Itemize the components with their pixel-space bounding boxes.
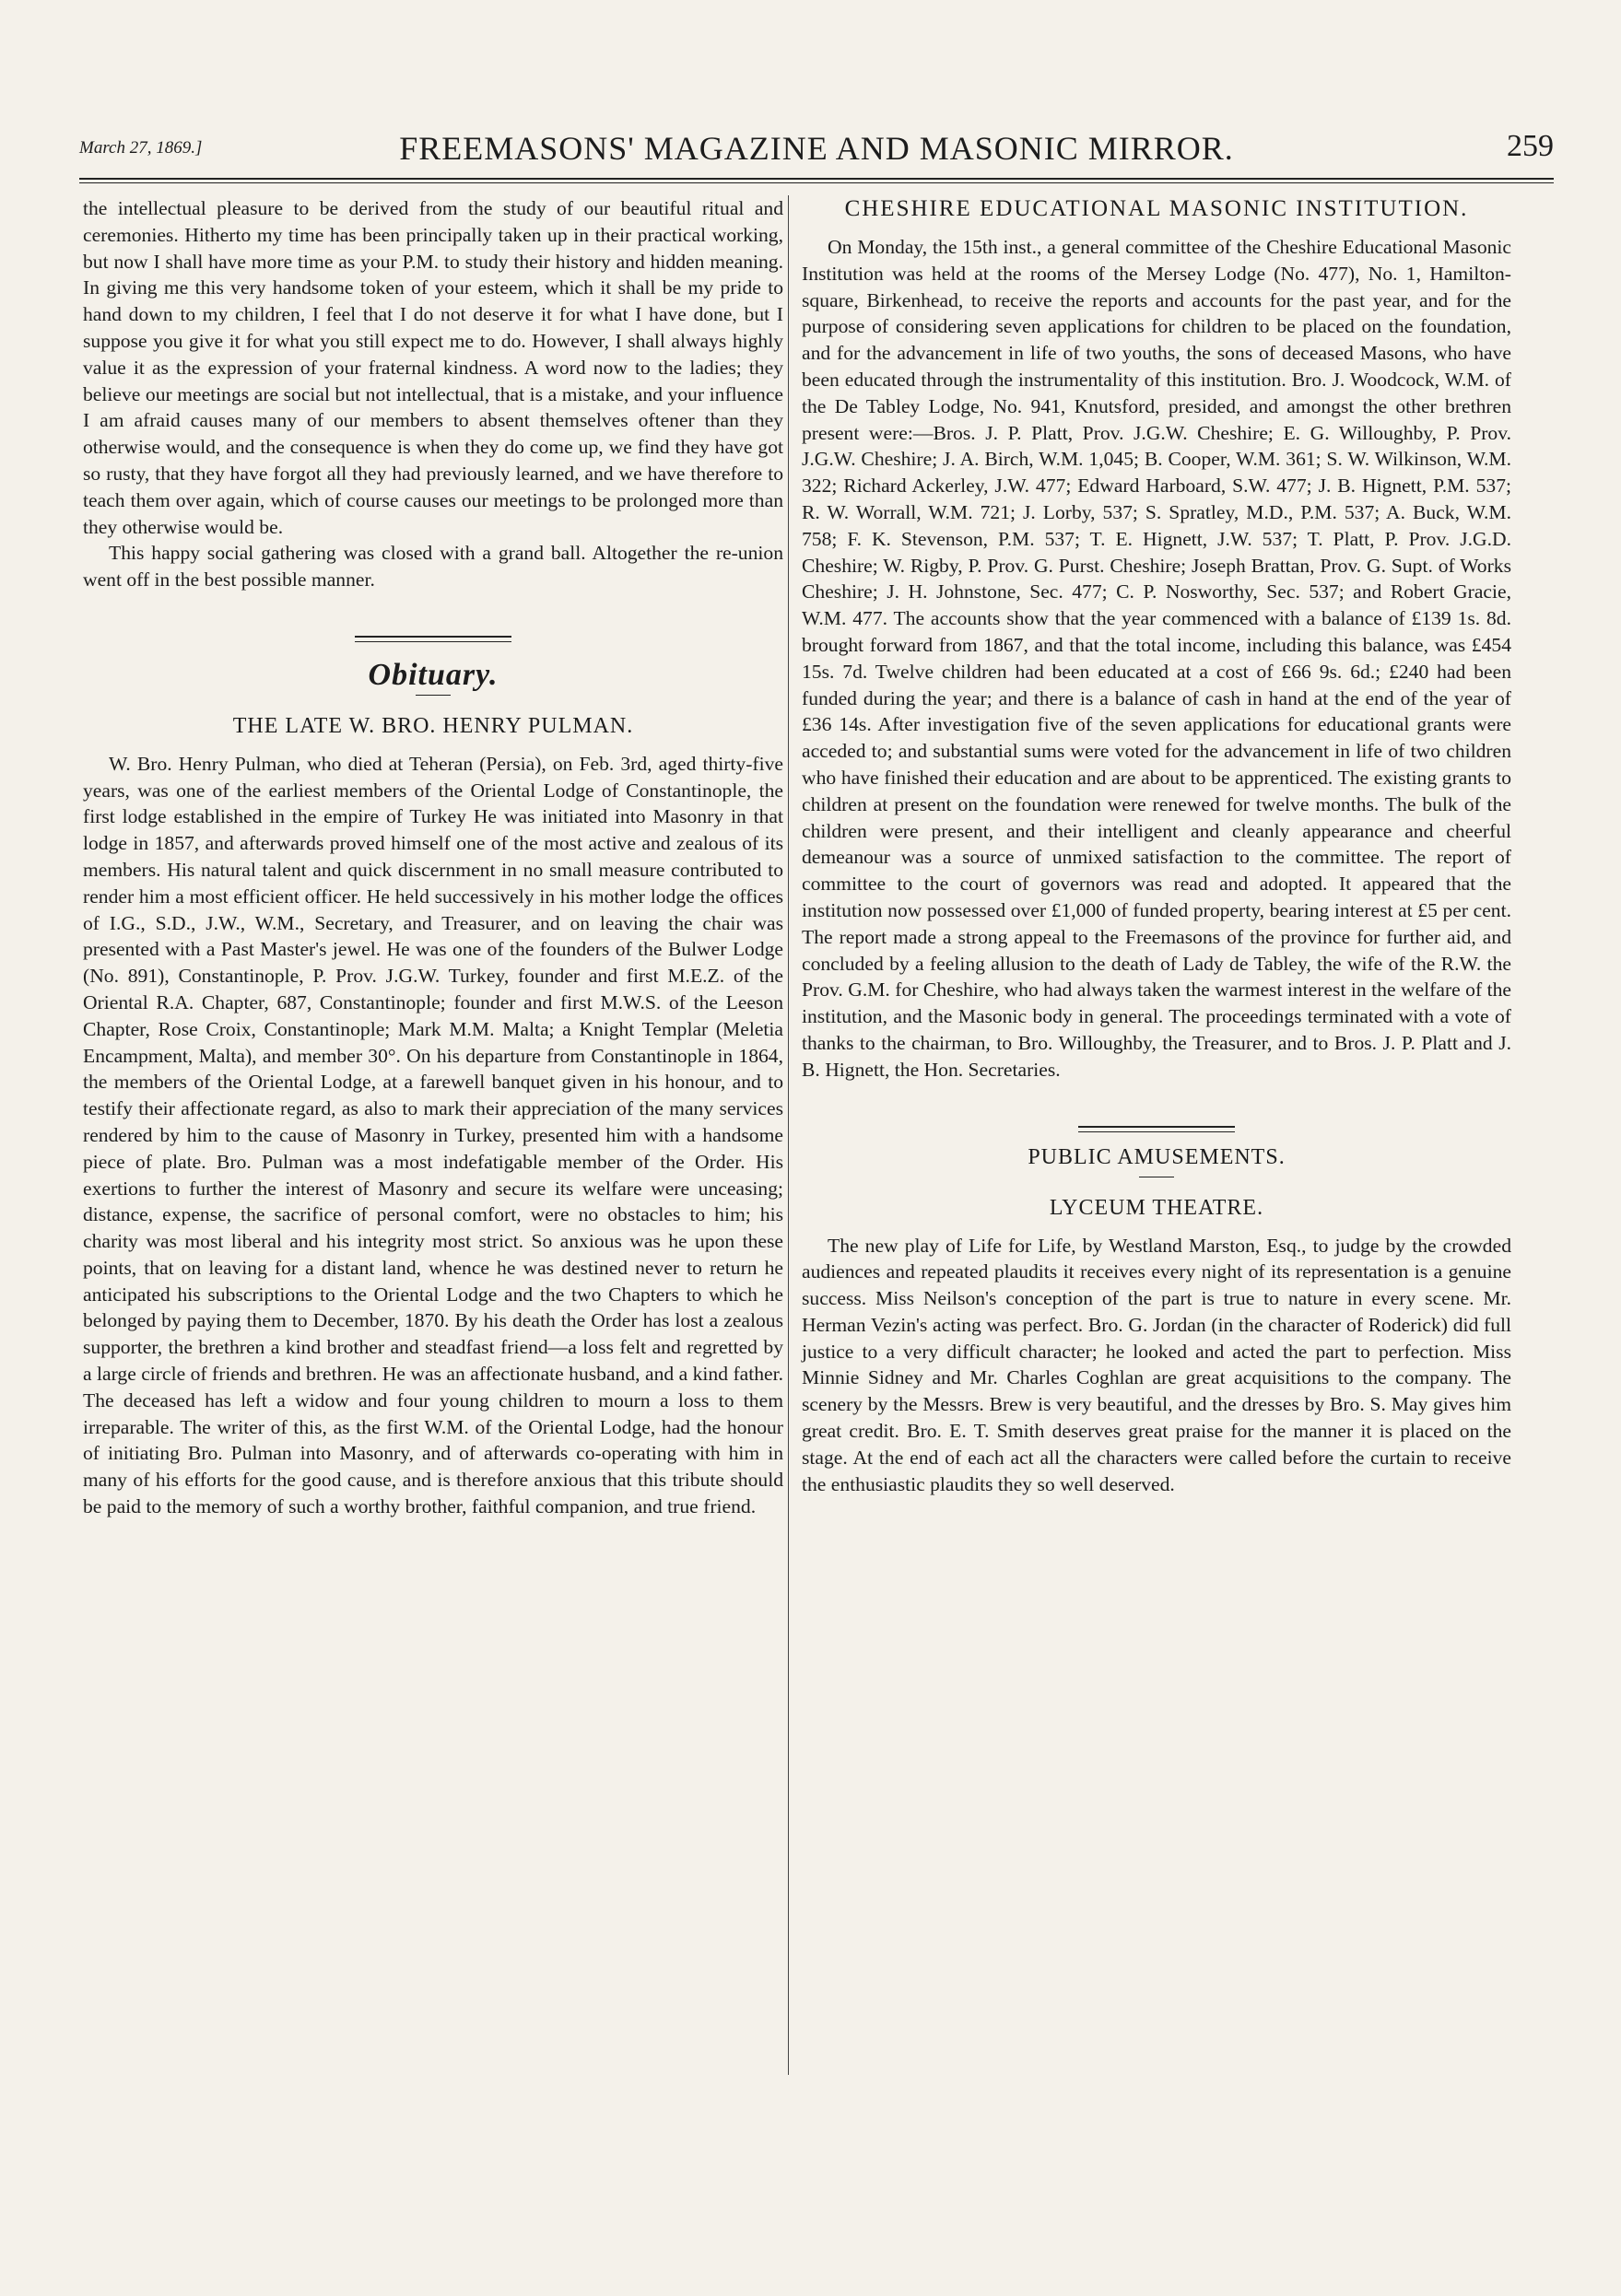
lyceum-text: The new play of Life for Life, by Westland Marston, Esq., to judge by the crowded audiences and repeated plaudits it receives every night of its representation is a genuine success. Miss Neilson's conception of the part is true to nature in every scene. Mr. Herman Vezin's acting was perfect. Bro. G. Jordan (in the character of Roderick) did full justice to a very difficult character; he looked and acted the part to perfection. Miss Minnie Sidney and Mr. Charles Coghlan are great acquisitions to the company. The scenery by the Messrs. Brew is very beautiful, and the dresses by Bro. S. May gives him great credit. Bro. E. T. Smith deserves great praise for the manner it is placed on the stage. At the end of each act all the characters were called before the curtain to receive the enthusiastic plaudits they so well deserved. xyxy=(802,1234,1511,1495)
speech-continuation: the intellectual pleasure to be derived from the study of our beautiful ritual and ceremonies. Hitherto my time has been principally taken up in their practical working, but now I shall have more time as your P.M. to study their history and hidden meaning. In giving me this very handsome token of your esteem, which it shall be my pride to hand down to my children, I feel that I do not deserve it for what I have done, but I suppose you give it for what you still expect me to do. However, I shall always highly value it as the expression of your fraternal kindness. A word now to the ladies; they believe our meetings are social but not intellectual, that is a mistake, and your influence I am afraid causes many of our members to absent themselves oftener than they otherwise would, and the consequence is when they do come up, we find they have got so rusty, that they have forgot all they had previously learned, and we have therefore to teach them over again, which of course causes our meetings to be prolonged more than they otherwise would be. xyxy=(83,197,783,538)
publication-title: FREEMASONS' MAGAZINE AND MASONIC MIRROR. xyxy=(399,130,1234,167)
header-rule-thin xyxy=(79,182,1554,183)
right-column xyxy=(802,195,1511,1497)
header-rule xyxy=(79,178,1554,180)
obituary-text: W. Bro. Henry Pulman, who died at Teheran (Persia), on Feb. 3rd, aged thirty-five years, was one of the earliest members of the Oriental Lodge of Constantinople, the first lodge established in the empire of Turkey He was initiated into Masonry in that lodge in 1857, and afterwards proved himself one of the most active and zealous of its members. His natural talent and quick discernment in no small measure contributed to render him a most efficient officer. He held successively in his mother lodge the offices of I.G., S.D., J.W., W.M., Secretary, and Treasurer, and on leaving the chair was presented with a Past Master's jewel. He was one of the founders of the Bulwer Lodge (No. 891), Constantinople, P. Prov. J.G.W. Turkey, founder and first M.E.Z. of the Oriental R.A. Chapter, 687, Constantinople; founder and first M.W.S. of the Leeson Chapter, Rose Croix, Constantinople; Mark M.M. Malta; a Knight Templar (Meletia Encampment, Malta), and member 30°. On his departure from Constantinople in 1864, the members of the Oriental Lodge, at a farewell banquet given in his honour, and to testify their affectionate regard, as also to mark their appreciation of the many services rendered by him to the cause of Masonry in Turkey, presented him with a handsome piece of plate. Bro. Pulman was a most indefatigable member of the Order. His exertions to further the interest of Masonry and secure its welfare were unceasing; distance, expense, the sacrifice of personal comfort, were no obstacles to him; his charity was most liberal and his integrity most strict. So anxious was he upon these points, that on leaving for a distant land, whence he was destined never to return he anticipated his subscriptions to the Oriental Lodge and the two Chapters to which he belonged by paying them to December, 1870. By his death the Order has lost a zealous supporter, the brethren a kind brother and steadfast friend—a loss felt and regretted by a large circle of friends and brethren. He was an affectionate husband, and a kind father. The deceased has left a widow and four young children to mourn a loss to them irreparable. The writer of this, as the first W.M. of the Oriental Lodge, had the honour of initiating Bro. Pulman into Masonry, and of afterwards co-operating with him in many of his efforts for the good cause, and is therefore anxious that this tribute should be paid to the memory of such a worthy brother, faithful companion, and true friend. xyxy=(83,752,783,1518)
cheshire-heading: CHESHIRE EDUCATIONAL MASONIC INSTITUTION. xyxy=(844,196,1469,221)
column-divider xyxy=(788,195,789,2075)
obituary-heading: THE LATE W. BRO. HENRY PULMAN. xyxy=(232,713,634,738)
short-divider xyxy=(416,695,451,696)
issue-date: March 27, 1869.] xyxy=(79,138,203,158)
amusements-heading: PUBLIC AMUSEMENTS. xyxy=(1028,1144,1286,1169)
page-number: 259 xyxy=(1507,129,1554,163)
left-column xyxy=(83,195,783,1520)
section-divider xyxy=(355,636,511,642)
section-title-obituary: Obituary. xyxy=(368,657,499,692)
section-divider xyxy=(1078,1126,1235,1132)
cheshire-text: On Monday, the 15th inst., a general committee of the Cheshire Educational Masonic Institution was held at the rooms of the Mersey Lodge (No. 477), No. 1, Hamilton-square, Birkenhead, to receive the reports and accounts for the past year, and for the purpose of considering seven applications for children to be placed on the foundation, and for the advancement in life of two youths, the sons of deceased Masons, who have been educated through the instrumentality of this institution. Bro. J. Woodcock, W.M. of the De Tabley Lodge, No. 941, Knutsford, presided, and amongst the other brethren present were:—Bros. J. P. Platt, Prov. J.G.W. Cheshire; E. G. Willoughby, P. Prov. J.G.W. Cheshire; J. A. Birch, W.M. 1,045; B. Cooper, W.M. 361; S. W. Wilkinson, W.M. 322; Richard Ackerley, J.W. 477; Edward Harboard, S.W. 477; J. B. Hignett, P.M. 537; R. W. Worrall, W.M. 721; J. Lorby, 537; S. Spratley, M.D., P.M. 537; A. Buck, W.M. 758; F. K. Stevenson, P.M. 537; T. E. Hignett, J.W. 537; T. Platt, P. Prov. J.G.D. Cheshire; W. Rigby, P. Prov. G. Purst. Cheshire; Joseph Brattan, Prov. G. Supt. of Works Cheshire; J. H. Johnstone, Sec. 477; C. P. Nosworthy, Sec. 537; and Robert Gracie, W.M. 477. The accounts show that the year commenced with a balance of £139 1s. 8d. brought forward from 1867, and that the total income, including this balance, was £454 15s. 7d. Twelve children had been educated at a cost of £66 9s. 6d.; £240 had been funded during the year; and there is a balance of cash in hand at the end of the year of £36 14s. After investigation five of the seven applications for educational grants were acceded to; and substantial sums were voted for the advancement in life of two children who have finished their education and are about to be apprenticed. The existing grants to children at present on the foundation were renewed for twelve months. The bulk of the children were present, and their intelligent and cleanly appearance and cheerful demeanour was a source of unmixed satisfaction to the committee. The report of committee to the court of governors was read and adopted. It appeared that the institution now possessed over £1,000 of funded property, bearing interest at £5 per cent. The report made a strong appeal to the Freemasons of the province for further aid, and concluded by a feeling allusion to the death of Lady de Tabley, the wife of the R.W. the Prov. G.M. for Cheshire, who had always taken the warmest interest in the welfare of the institution, and the Masonic body in general. The proceedings terminated with a vote of thanks to the chairman, to Bro. Willoughby, the Treasurer, and to Bros. J. P. Platt and J. B. Hignett, the Hon. Secretaries. xyxy=(802,236,1511,1081)
lyceum-heading: LYCEUM THEATRE. xyxy=(1049,1195,1264,1220)
closing-paragraph: This happy social gathering was closed with a grand ball. Altogether the re-union went off in the best possible manner. xyxy=(83,542,783,592)
masthead xyxy=(79,129,1554,170)
